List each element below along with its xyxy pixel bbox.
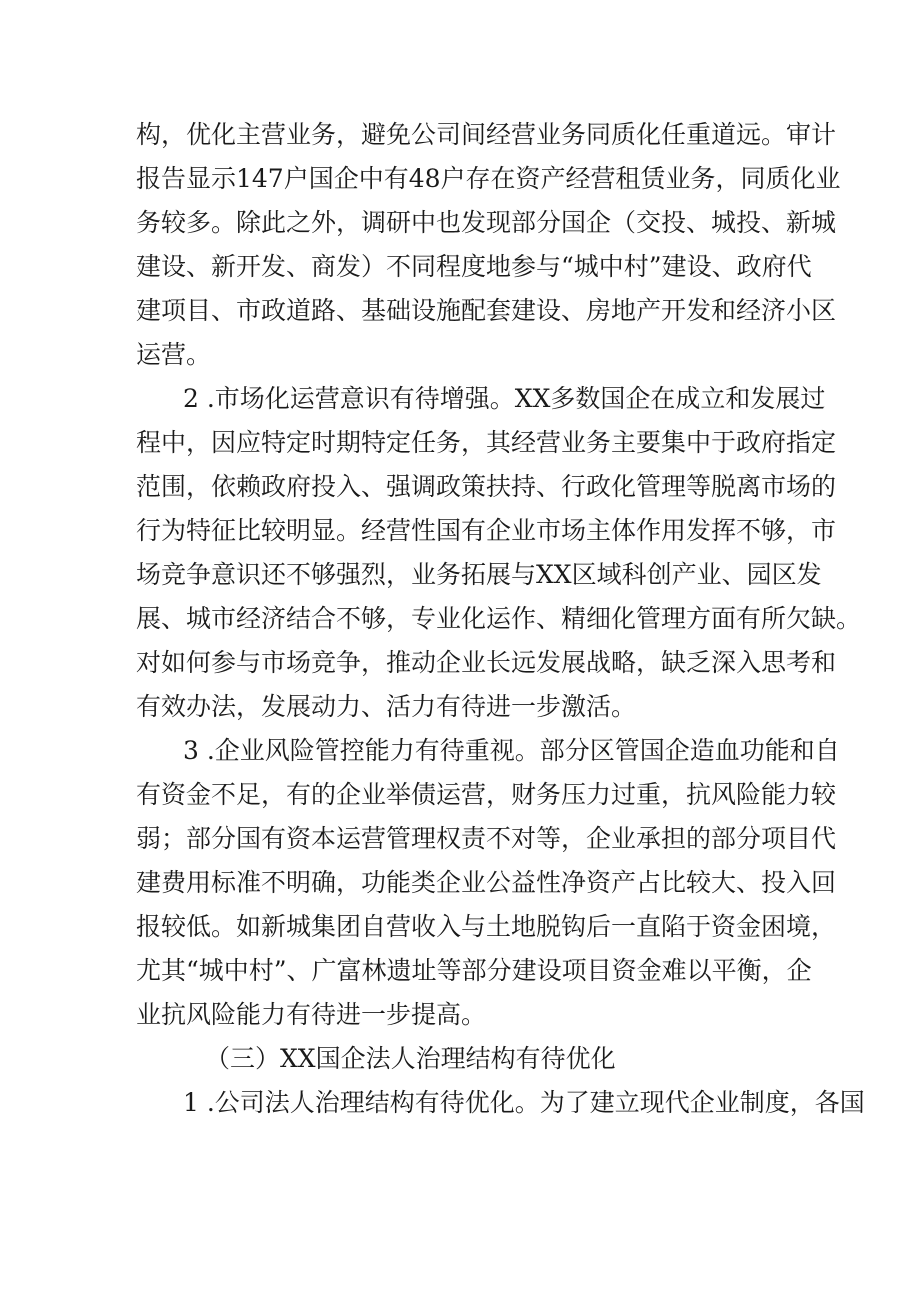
paragraph-line: 构，优化主营业务，避免公司间经营业务同质化任重道远。审计 xyxy=(136,120,837,149)
paragraph-line: 场竞争意识还不够强烈，业务拓展与XX区域科创产业、园区发 xyxy=(136,560,822,589)
paragraph-line: 对如何参与市场竞争，推动企业长远发展战略，缺乏深入思考和 xyxy=(136,648,837,677)
paragraph-line: 程中，因应特定时期特定任务，其经营业务主要集中于政府指定 xyxy=(136,428,837,457)
paragraph-line: 有资金不足，有的企业举债运营，财务压力过重，抗风险能力较 xyxy=(136,780,837,809)
paragraph-line: 业抗风险能力有待进一步提高。 xyxy=(136,1000,487,1029)
section-heading: （三）XX国企法人治理结构有待优化 xyxy=(205,1044,616,1073)
paragraph-line: 展、城市经济结合不够，专业化运作、精细化管理方面有所欠缺。 xyxy=(136,604,862,633)
paragraph-line: 建设、新开发、商发）不同程度地参与“城中村”建设、政府代 xyxy=(136,252,812,281)
paragraph-line: 1 .公司法人治理结构有待优化。为了建立现代企业制度，各国 xyxy=(183,1088,865,1117)
paragraph-line: 建费用标准不明确，功能类企业公益性净资产占比较大、投入回 xyxy=(136,868,837,897)
paragraph-line: 弱；部分国有资本运营管理权责不对等，企业承担的部分项目代 xyxy=(136,824,837,853)
paragraph-line: 务较多。除此之外，调研中也发现部分国企（交投、城投、新城 xyxy=(136,208,837,237)
paragraph-line: 报告显示147户国企中有48户存在资产经营租赁业务，同质化业 xyxy=(136,164,841,193)
paragraph-line: 行为特征比较明显。经营性国有企业市场主体作用发挥不够，市 xyxy=(136,516,837,545)
paragraph-line: 建项目、市政道路、基础设施配套建设、房地产开发和经济小区 xyxy=(136,296,837,325)
paragraph-line: 尤其“城中村”、广富林遗址等部分建设项目资金难以平衡，企 xyxy=(136,956,812,985)
paragraph-line: 运营。 xyxy=(136,340,212,369)
paragraph-line: 3 .企业风险管控能力有待重视。部分区管国企造血功能和自 xyxy=(183,736,840,765)
paragraph-line: 报较低。如新城集团自营收入与土地脱钩后一直陷于资金困境， xyxy=(136,912,837,941)
paragraph-line: 范围，依赖政府投入、强调政策扶持、行政化管理等脱离市场的 xyxy=(136,472,837,501)
paragraph-line: 有效办法，发展动力、活力有待进一步激活。 xyxy=(136,692,637,721)
paragraph-line: 2 .市场化运营意识有待增强。XX多数国企在成立和发展过 xyxy=(183,384,826,413)
